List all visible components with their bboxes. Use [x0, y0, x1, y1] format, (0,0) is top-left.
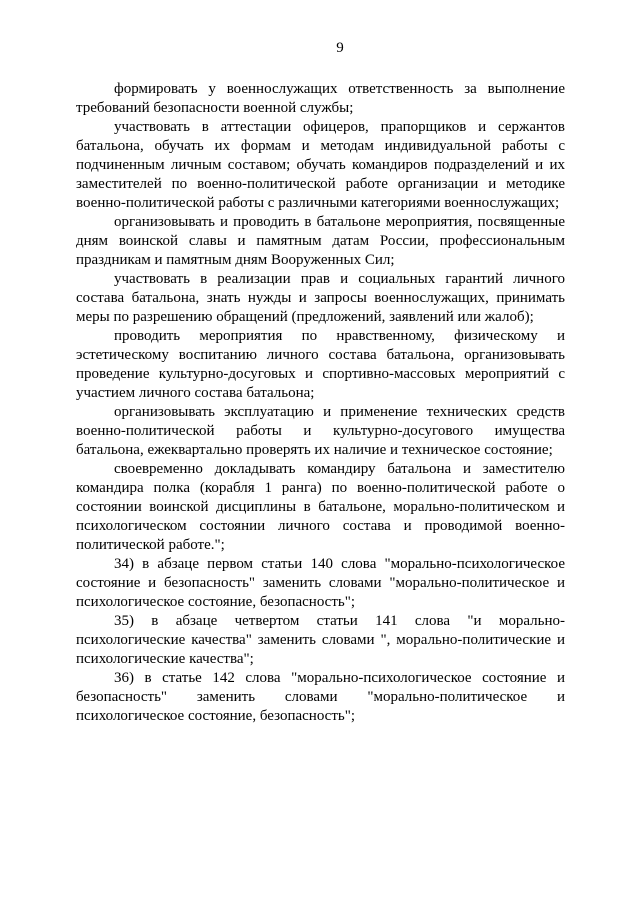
- paragraph: организовывать эксплуатацию и применение технических средств военно-политической работы и культурно-досугового имущества батальона, ежеквартально проверять их наличие и техническое состояние;: [76, 404, 565, 458]
- paragraph: проводить мероприятия по нравственному, физическому и эстетическому воспитанию личного состава батальона, организовывать проведение культурно-досуговых и спортивно-массовых мероприятий с участием личного состава батальона;: [76, 328, 565, 401]
- amendment-paragraph-36: 36) в статье 142 слова "морально-психологическое состояние и безопасность" заменить словами "морально-политическое и психологическое состояние, безопасность";: [76, 670, 565, 724]
- paragraph: участвовать в аттестации офицеров, прапорщиков и сержантов батальона, обучать их формам и методам индивидуальной работы с подчиненным личным составом; обучать командиров подразделений и их заместителей по военно-политической работе организации и методике военно-политической работы с различными категориями военнослужащих;: [76, 119, 565, 211]
- paragraph: своевременно докладывать командиру батальона и заместителю командира полка (корабля 1 ранга) по военно-политической работе о состоянии воинской дисциплины в батальоне, морально-политическом и психологическом состоянии личного состава и проводимой военно-политической работе.";: [76, 461, 565, 553]
- paragraph: организовывать и проводить в батальоне мероприятия, посвященные дням воинской славы и памятным датам России, профессиональным праздникам и памятным дням Вооруженных Сил;: [76, 214, 565, 268]
- page-number: 9: [336, 40, 344, 56]
- amendment-paragraph-35: 35) в абзаце четвертом статьи 141 слова "и морально-психологические качества" заменить словами ", морально-политические и психологические качества";: [76, 613, 565, 667]
- paragraph: участвовать в реализации прав и социальных гарантий личного состава батальона, знать нужды и запросы военнослужащих, принимать меры по разрешению обращений (предложений, заявлений или жалоб);: [76, 271, 565, 325]
- paragraph: формировать у военнослужащих ответственность за выполнение требований безопасности военной службы;: [76, 81, 565, 116]
- amendment-paragraph-34: 34) в абзаце первом статьи 140 слова "морально-психологическое состояние и безопасность" заменить словами "морально-политическое и психологическое состояние, безопасность";: [76, 556, 565, 610]
- document-body: [76, 80, 565, 726]
